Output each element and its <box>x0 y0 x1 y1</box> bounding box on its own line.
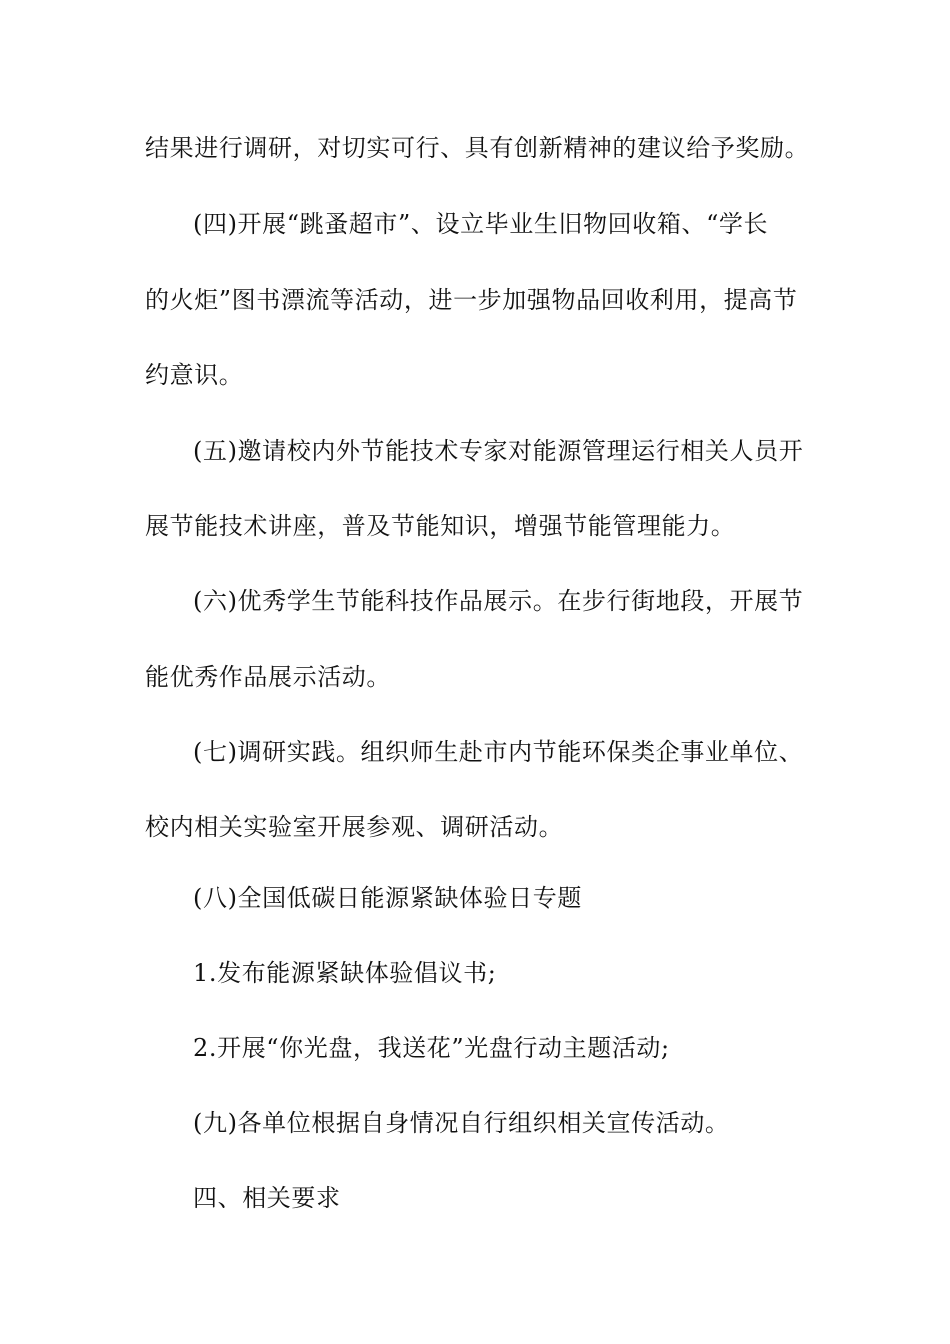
sub-item-1: 1.发布能源紧缺体验倡议书; <box>193 959 497 987</box>
paragraph-line: 校内相关实验室开展参观、调研活动。 <box>145 813 564 841</box>
item-nine-heading: (九)各单位根据自身情况自行组织相关宣传活动。 <box>193 1109 730 1137</box>
section-four-heading: 四、相关要求 <box>193 1184 341 1212</box>
item-eight-heading: (八)全国低碳日能源紧缺体验日专题 <box>193 884 582 912</box>
paragraph-line: 约意识。 <box>145 361 244 389</box>
sub-item-2: 2.开展“你光盘，我送花”光盘行动主题活动; <box>193 1034 670 1062</box>
item-seven-heading: (七)调研实践。组织师生赴市内节能环保类企事业单位、 <box>193 738 804 766</box>
item-five-heading: (五)邀请校内外节能技术专家对能源管理运行相关人员开 <box>193 437 804 465</box>
item-six-heading: (六)优秀学生节能科技作品展示。在步行街地段，开展节 <box>193 587 804 615</box>
paragraph-line: 展节能技术讲座，普及节能知识，增强节能管理能力。 <box>145 512 736 540</box>
paragraph-line: 结果进行调研，对切实可行、具有创新精神的建议给予奖励。 <box>145 134 810 162</box>
item-four-heading: (四)开展“跳蚤超市”、设立毕业生旧物回收箱、“学长 <box>193 210 769 238</box>
paragraph-line: 能优秀作品展示活动。 <box>145 663 391 691</box>
paragraph-line: 的火炬”图书漂流等活动，进一步加强物品回收利用，提高节 <box>145 286 798 314</box>
